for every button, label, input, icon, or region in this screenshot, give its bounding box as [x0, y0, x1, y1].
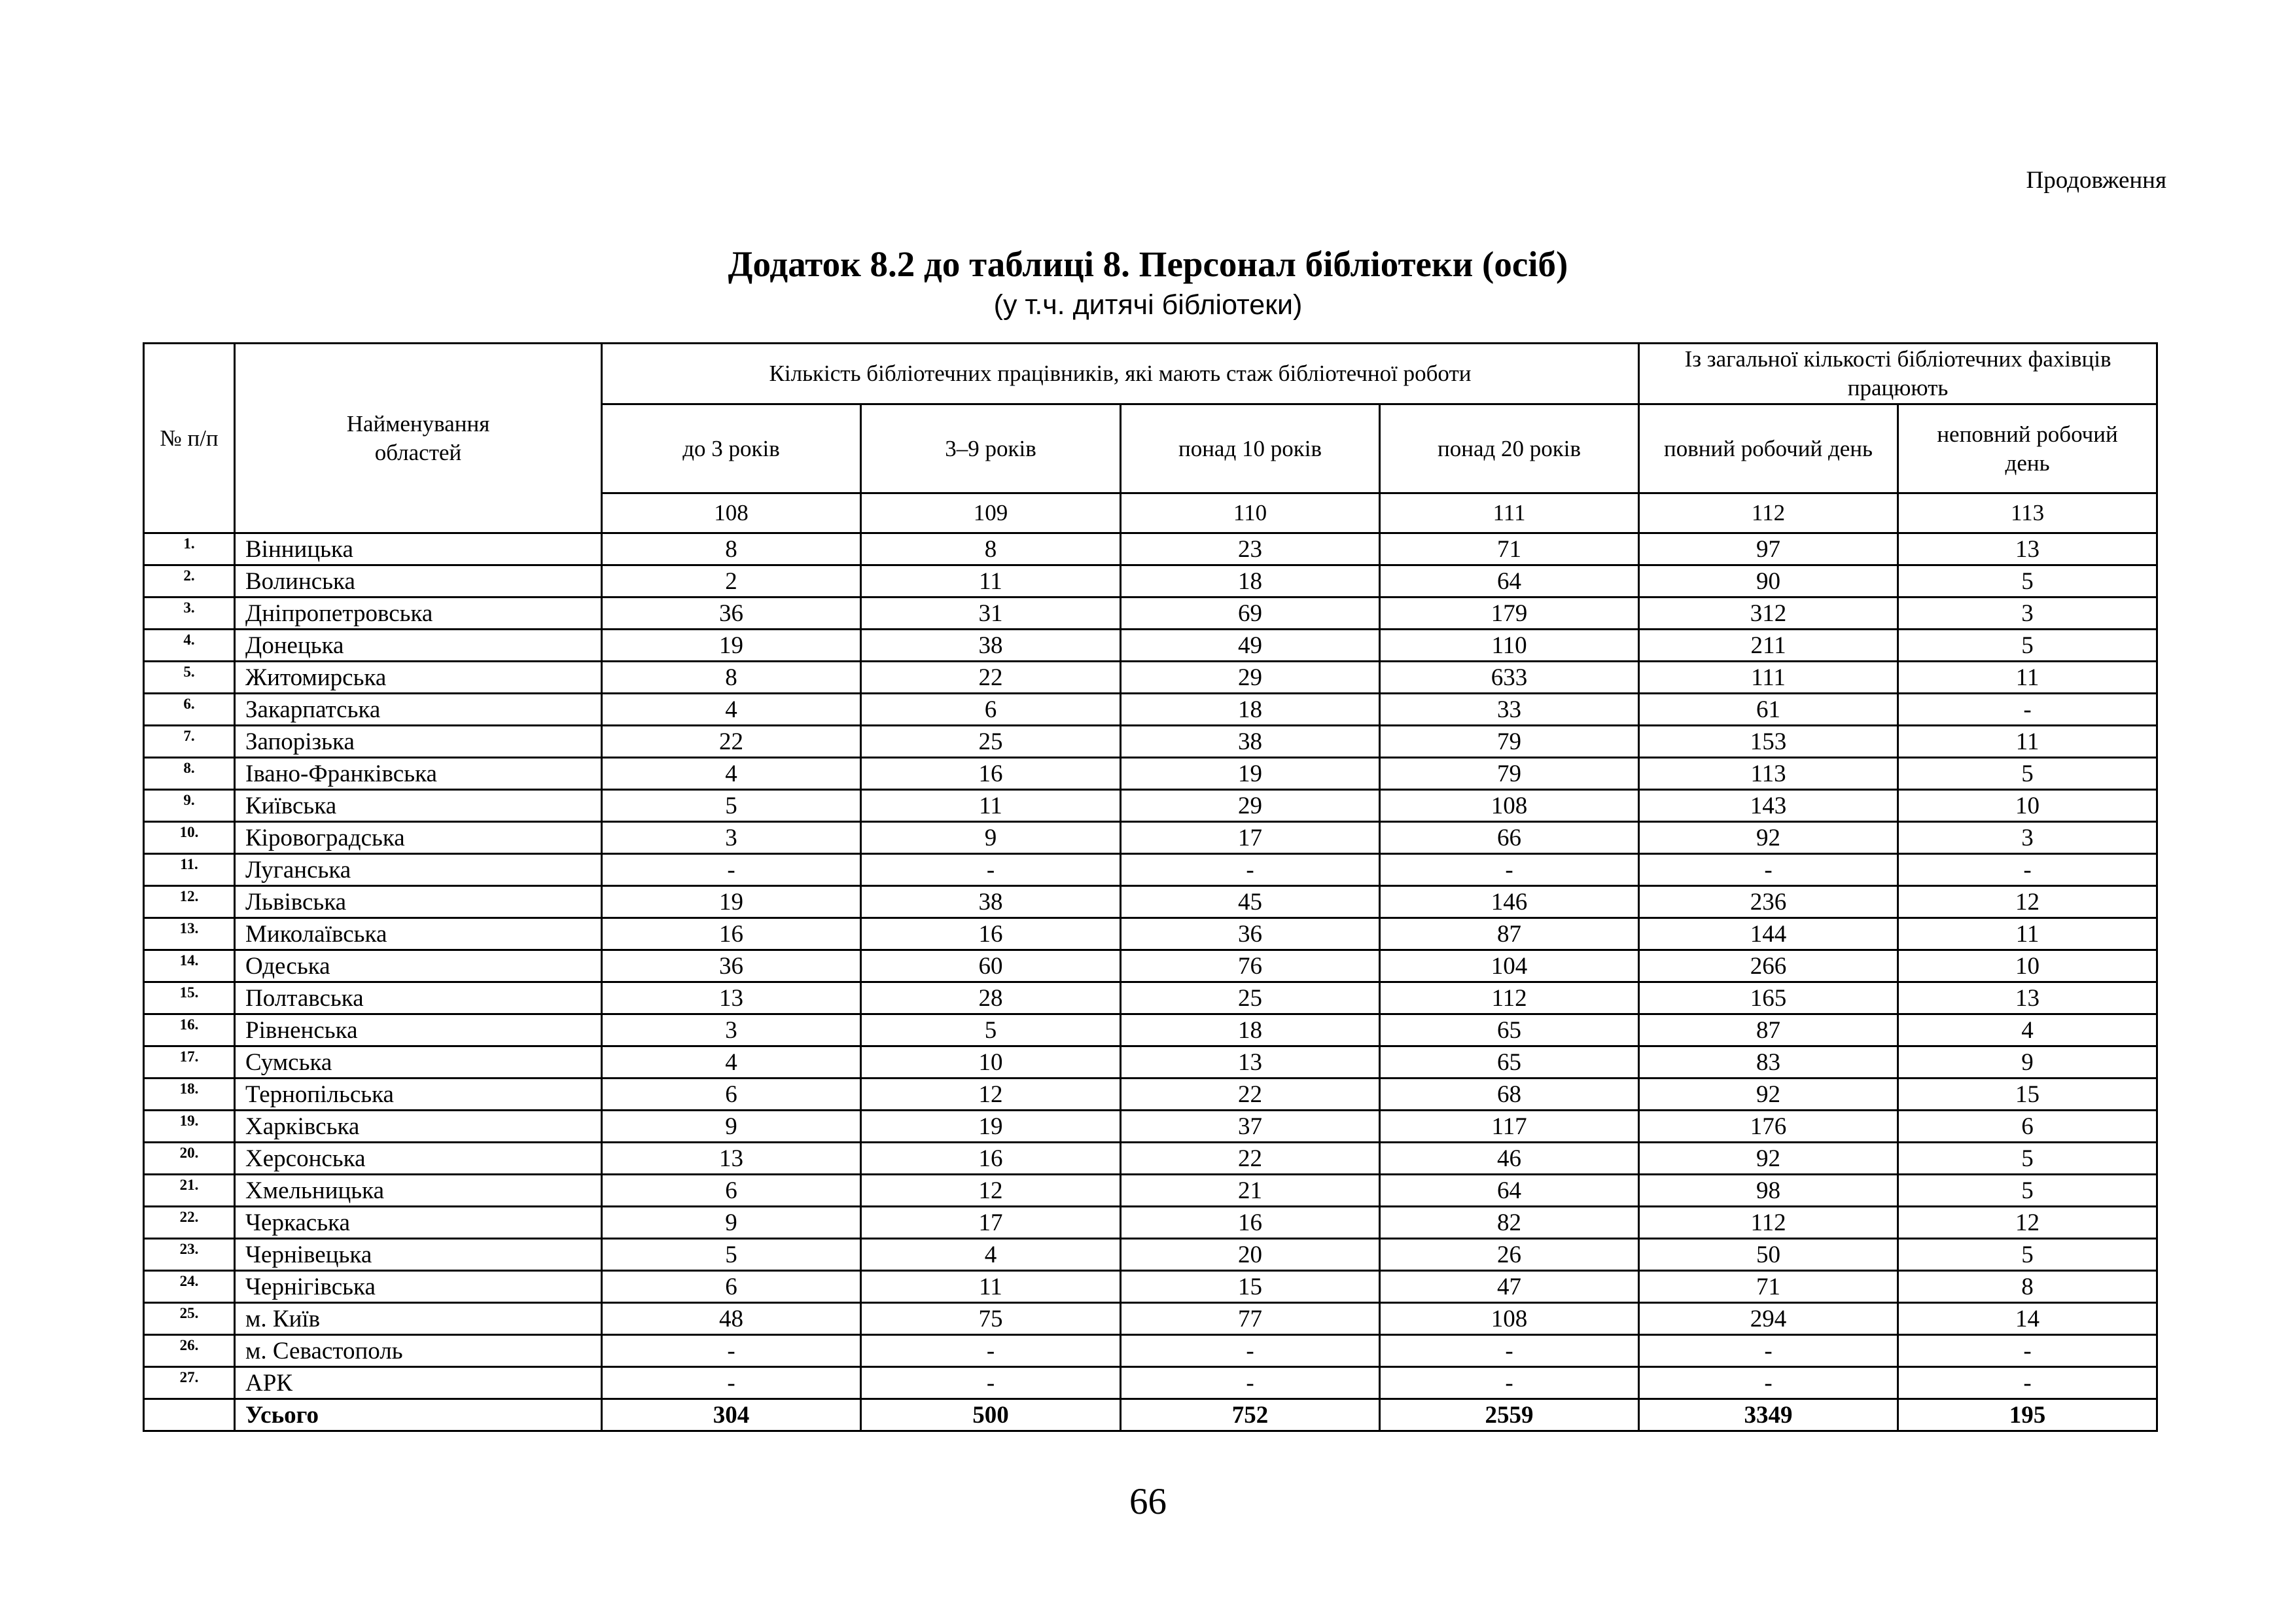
- region-name: Миколаївська: [235, 918, 602, 950]
- table-cell: 8: [861, 533, 1121, 565]
- table-cell: 3: [602, 822, 861, 854]
- table-cell: 19: [602, 630, 861, 662]
- table-cell: 22: [1121, 1143, 1380, 1175]
- table-cell: 65: [1380, 1046, 1639, 1079]
- table-cell: 36: [602, 597, 861, 630]
- table-cell: 13: [602, 1143, 861, 1175]
- region-name: Волинська: [235, 565, 602, 597]
- table-cell: 77: [1121, 1303, 1380, 1335]
- header-code: 108: [602, 493, 861, 533]
- table-cell: 19: [602, 886, 861, 918]
- row-number: 5.: [144, 662, 235, 694]
- table-cell: 13: [1121, 1046, 1380, 1079]
- row-number: 8.: [144, 758, 235, 790]
- table-cell: 25: [861, 726, 1121, 758]
- region-name: АРК: [235, 1367, 602, 1399]
- region-name: Запорізька: [235, 726, 602, 758]
- table-row: [144, 1046, 2157, 1079]
- header-code: 109: [861, 493, 1121, 533]
- table-cell: 47: [1380, 1271, 1639, 1303]
- table-cell: -: [1898, 1367, 2157, 1399]
- table-cell: 104: [1380, 950, 1639, 982]
- table-cell: 87: [1639, 1014, 1898, 1046]
- table-cell: 12: [1898, 1207, 2157, 1239]
- region-name: Донецька: [235, 630, 602, 662]
- table-cell: 11: [861, 1271, 1121, 1303]
- table-cell: 113: [1639, 758, 1898, 790]
- table-cell: -: [861, 1367, 1121, 1399]
- region-name: Харківська: [235, 1111, 602, 1143]
- table-cell: 50: [1639, 1239, 1898, 1271]
- region-name: Вінницька: [235, 533, 602, 565]
- table-cell: -: [1121, 854, 1380, 886]
- table-cell: 16: [861, 918, 1121, 950]
- header-code: 110: [1121, 493, 1380, 533]
- row-number: 2.: [144, 565, 235, 597]
- table-cell: 5: [602, 790, 861, 822]
- row-number: 11.: [144, 854, 235, 886]
- table-cell: 153: [1639, 726, 1898, 758]
- table-cell: -: [602, 1367, 861, 1399]
- table-row: [144, 1239, 2157, 1271]
- table-cell: 312: [1639, 597, 1898, 630]
- table-cell: 165: [1639, 982, 1898, 1014]
- table-cell: 19: [861, 1111, 1121, 1143]
- table-cell: 4: [1898, 1014, 2157, 1046]
- table-cell: 2: [602, 565, 861, 597]
- row-number: 9.: [144, 790, 235, 822]
- row-number: 10.: [144, 822, 235, 854]
- table-cell: 37: [1121, 1111, 1380, 1143]
- table-cell: 144: [1639, 918, 1898, 950]
- table-cell: 71: [1380, 533, 1639, 565]
- table-cell: 92: [1639, 1079, 1898, 1111]
- staff-table: [143, 342, 2158, 1432]
- table-cell: 19: [1121, 758, 1380, 790]
- row-number: 17.: [144, 1046, 235, 1079]
- table-cell: 5: [1898, 630, 2157, 662]
- total-row: [144, 1399, 2157, 1431]
- table-cell: 2559: [1380, 1399, 1639, 1431]
- table-cell: 29: [1121, 790, 1380, 822]
- table-cell: 6: [602, 1271, 861, 1303]
- table-cell: 5: [1898, 1239, 2157, 1271]
- table-cell: 23: [1121, 533, 1380, 565]
- table-cell: 5: [1898, 758, 2157, 790]
- table-row: [144, 1335, 2157, 1367]
- table-cell: 108: [1380, 1303, 1639, 1335]
- table-cell: 9: [1898, 1046, 2157, 1079]
- table-cell: 10: [861, 1046, 1121, 1079]
- region-name: Чернігівська: [235, 1271, 602, 1303]
- table-cell: 4: [602, 1046, 861, 1079]
- table-row: [144, 533, 2157, 565]
- table-row: [144, 1367, 2157, 1399]
- table-cell: 60: [861, 950, 1121, 982]
- header-col: понад 10 років: [1121, 404, 1380, 493]
- region-name: Хмельницька: [235, 1175, 602, 1207]
- table-cell: 5: [1898, 1175, 2157, 1207]
- table-cell: 76: [1121, 950, 1380, 982]
- header-group-experience: Кількість бібліотечних працівників, які мають стаж бібліотечної роботи: [602, 344, 1639, 404]
- table-cell: 38: [1121, 726, 1380, 758]
- table-row: [144, 790, 2157, 822]
- table-cell: 97: [1639, 533, 1898, 565]
- table-cell: 33: [1380, 694, 1639, 726]
- table-cell: 4: [602, 758, 861, 790]
- region-name: Київська: [235, 790, 602, 822]
- table-cell: 15: [1121, 1271, 1380, 1303]
- table-cell: 294: [1639, 1303, 1898, 1335]
- table-cell: -: [861, 1335, 1121, 1367]
- table-cell: -: [1898, 694, 2157, 726]
- table-cell: 18: [1121, 694, 1380, 726]
- table-cell: 12: [861, 1175, 1121, 1207]
- table-cell: 500: [861, 1399, 1121, 1431]
- table-row: [144, 1014, 2157, 1046]
- table-cell: -: [1898, 854, 2157, 886]
- table-cell: 36: [1121, 918, 1380, 950]
- table-cell: 6: [861, 694, 1121, 726]
- table-cell: -: [1380, 1335, 1639, 1367]
- table-cell: 92: [1639, 1143, 1898, 1175]
- region-name: Тернопільська: [235, 1079, 602, 1111]
- table-row: [144, 1303, 2157, 1335]
- row-number: 3.: [144, 597, 235, 630]
- table-cell: 20: [1121, 1239, 1380, 1271]
- table-cell: 4: [602, 694, 861, 726]
- table-row: [144, 630, 2157, 662]
- region-name: Івано-Франківська: [235, 758, 602, 790]
- table-row: [144, 662, 2157, 694]
- table-cell: 9: [602, 1207, 861, 1239]
- table-row: [144, 565, 2157, 597]
- region-name: Херсонська: [235, 1143, 602, 1175]
- table-cell: 304: [602, 1399, 861, 1431]
- table-cell: 5: [1898, 1143, 2157, 1175]
- header-col: понад 20 років: [1380, 404, 1639, 493]
- table-cell: 13: [1898, 982, 2157, 1014]
- table-cell: 87: [1380, 918, 1639, 950]
- table-cell: 11: [861, 565, 1121, 597]
- table-cell: 69: [1121, 597, 1380, 630]
- table-row: [144, 1175, 2157, 1207]
- page-title: Додаток 8.2 до таблиці 8. Персонал бібліотеки (осіб): [728, 244, 1568, 284]
- table-cell: 26: [1380, 1239, 1639, 1271]
- table-cell: 25: [1121, 982, 1380, 1014]
- table-cell: 90: [1639, 565, 1898, 597]
- region-name: Полтавська: [235, 982, 602, 1014]
- table-cell: 68: [1380, 1079, 1639, 1111]
- region-name: Луганська: [235, 854, 602, 886]
- table-cell: -: [1898, 1335, 2157, 1367]
- table-cell: 12: [861, 1079, 1121, 1111]
- row-number: 27.: [144, 1367, 235, 1399]
- table-cell: 16: [861, 1143, 1121, 1175]
- table-cell: 6: [1898, 1111, 2157, 1143]
- region-name: Рівненська: [235, 1014, 602, 1046]
- table-cell: 3: [1898, 597, 2157, 630]
- table-cell: 4: [861, 1239, 1121, 1271]
- row-number: 4.: [144, 630, 235, 662]
- header-group-workday: Із загальної кількості бібліотечних фахівців працюють: [1639, 344, 2157, 404]
- header-code: 111: [1380, 493, 1639, 533]
- table-cell: 65: [1380, 1014, 1639, 1046]
- table-cell: 79: [1380, 758, 1639, 790]
- table-cell: -: [1639, 1335, 1898, 1367]
- table-cell: 83: [1639, 1046, 1898, 1079]
- table-cell: 11: [861, 790, 1121, 822]
- region-name: Кіровоградська: [235, 822, 602, 854]
- row-number: 24.: [144, 1271, 235, 1303]
- region-name: Львівська: [235, 886, 602, 918]
- table-cell: 92: [1639, 822, 1898, 854]
- table-cell: 195: [1898, 1399, 2157, 1431]
- row-number: 21.: [144, 1175, 235, 1207]
- row-number: 12.: [144, 886, 235, 918]
- table-cell: -: [1380, 1367, 1639, 1399]
- table-cell: 17: [1121, 822, 1380, 854]
- table-cell: 143: [1639, 790, 1898, 822]
- table-cell: 61: [1639, 694, 1898, 726]
- table-cell: 236: [1639, 886, 1898, 918]
- table-cell: 12: [1898, 886, 2157, 918]
- table-cell: 11: [1898, 726, 2157, 758]
- table-cell: 16: [861, 758, 1121, 790]
- table-row: [144, 597, 2157, 630]
- table-cell: 179: [1380, 597, 1639, 630]
- table-row: [144, 758, 2157, 790]
- table-row: [144, 1271, 2157, 1303]
- header-code: 113: [1898, 493, 2157, 533]
- table-cell: 22: [861, 662, 1121, 694]
- table-cell: 21: [1121, 1175, 1380, 1207]
- row-number: 13.: [144, 918, 235, 950]
- table-cell: 48: [602, 1303, 861, 1335]
- table-cell: 79: [1380, 726, 1639, 758]
- table-cell: 13: [1898, 533, 2157, 565]
- table-cell: 17: [861, 1207, 1121, 1239]
- table-cell: -: [1380, 854, 1639, 886]
- header-col: до 3 років: [602, 404, 861, 493]
- table-cell: -: [1121, 1335, 1380, 1367]
- table-cell: 38: [861, 630, 1121, 662]
- table-cell: 22: [1121, 1079, 1380, 1111]
- row-number: 19.: [144, 1111, 235, 1143]
- table-cell: -: [861, 854, 1121, 886]
- table-cell: 64: [1380, 1175, 1639, 1207]
- table-cell: 8: [602, 662, 861, 694]
- table-cell: 266: [1639, 950, 1898, 982]
- row-number: 15.: [144, 982, 235, 1014]
- table-cell: 146: [1380, 886, 1639, 918]
- table-cell: 46: [1380, 1143, 1639, 1175]
- row-number: 1.: [144, 533, 235, 565]
- table-cell: 38: [861, 886, 1121, 918]
- region-name: Черкаська: [235, 1207, 602, 1239]
- table-cell: 3: [602, 1014, 861, 1046]
- row-number: 22.: [144, 1207, 235, 1239]
- table-cell: 10: [1898, 950, 2157, 982]
- table-cell: 75: [861, 1303, 1121, 1335]
- row-number: [144, 1399, 235, 1431]
- table-cell: 15: [1898, 1079, 2157, 1111]
- table-row: [144, 1143, 2157, 1175]
- table-row: [144, 950, 2157, 982]
- header-code: 112: [1639, 493, 1898, 533]
- table-cell: -: [1639, 854, 1898, 886]
- header-col: неповний робочий день: [1898, 404, 2157, 493]
- table-cell: 5: [861, 1014, 1121, 1046]
- table-cell: 45: [1121, 886, 1380, 918]
- row-number: 20.: [144, 1143, 235, 1175]
- table-cell: -: [602, 854, 861, 886]
- row-number: 6.: [144, 694, 235, 726]
- row-number: 14.: [144, 950, 235, 982]
- table-cell: 18: [1121, 565, 1380, 597]
- table-cell: -: [602, 1335, 861, 1367]
- table-cell: 10: [1898, 790, 2157, 822]
- table-cell: 18: [1121, 1014, 1380, 1046]
- row-number: 7.: [144, 726, 235, 758]
- table-cell: 6: [602, 1175, 861, 1207]
- region-name: Житомирська: [235, 662, 602, 694]
- table-cell: 82: [1380, 1207, 1639, 1239]
- table-cell: 5: [1898, 565, 2157, 597]
- table-cell: 176: [1639, 1111, 1898, 1143]
- table-cell: 112: [1380, 982, 1639, 1014]
- table-cell: 633: [1380, 662, 1639, 694]
- table-cell: 16: [1121, 1207, 1380, 1239]
- region-name: м. Київ: [235, 1303, 602, 1335]
- table-cell: 111: [1639, 662, 1898, 694]
- table-cell: 31: [861, 597, 1121, 630]
- table-body: [144, 533, 2157, 1431]
- table-cell: 110: [1380, 630, 1639, 662]
- table-row: [144, 1207, 2157, 1239]
- header-col: 3–9 років: [861, 404, 1121, 493]
- row-number: 18.: [144, 1079, 235, 1111]
- table-cell: 211: [1639, 630, 1898, 662]
- table-row: [144, 918, 2157, 950]
- row-number: 25.: [144, 1303, 235, 1335]
- table-cell: 14: [1898, 1303, 2157, 1335]
- region-name: Дніпропетровська: [235, 597, 602, 630]
- table-cell: 5: [602, 1239, 861, 1271]
- page-number: 66: [1129, 1481, 1167, 1522]
- table-row: [144, 1111, 2157, 1143]
- table-cell: 29: [1121, 662, 1380, 694]
- row-number: 23.: [144, 1239, 235, 1271]
- table-cell: 66: [1380, 822, 1639, 854]
- table-cell: 3: [1898, 822, 2157, 854]
- table-cell: 11: [1898, 662, 2157, 694]
- header-col: повний робочий день: [1639, 404, 1898, 493]
- region-name: Сумська: [235, 1046, 602, 1079]
- region-name: Чернівецька: [235, 1239, 602, 1271]
- region-name: м. Севастополь: [235, 1335, 602, 1367]
- row-number: 16.: [144, 1014, 235, 1046]
- table-cell: 11: [1898, 918, 2157, 950]
- table-row: [144, 982, 2157, 1014]
- row-number: 26.: [144, 1335, 235, 1367]
- table-cell: 112: [1639, 1207, 1898, 1239]
- table-row: [144, 694, 2157, 726]
- page-subtitle: (у т.ч. дитячі бібліотеки): [993, 289, 1303, 321]
- header-name: Найменування областей: [235, 344, 602, 533]
- table-cell: 117: [1380, 1111, 1639, 1143]
- table-row: [144, 1079, 2157, 1111]
- table-cell: 16: [602, 918, 861, 950]
- continuation-label: Продовження: [2026, 167, 2166, 194]
- region-name: Одеська: [235, 950, 602, 982]
- table-cell: 108: [1380, 790, 1639, 822]
- table-row: [144, 726, 2157, 758]
- region-name: Усього: [235, 1399, 602, 1431]
- table-cell: 3349: [1639, 1399, 1898, 1431]
- table-row: [144, 822, 2157, 854]
- table-cell: 9: [861, 822, 1121, 854]
- region-name: Закарпатська: [235, 694, 602, 726]
- table-cell: 752: [1121, 1399, 1380, 1431]
- table-cell: 36: [602, 950, 861, 982]
- table-cell: -: [1121, 1367, 1380, 1399]
- table-cell: -: [1639, 1367, 1898, 1399]
- table-cell: 9: [602, 1111, 861, 1143]
- table-cell: 6: [602, 1079, 861, 1111]
- table-cell: 98: [1639, 1175, 1898, 1207]
- table-row: [144, 854, 2157, 886]
- table-cell: 49: [1121, 630, 1380, 662]
- table-cell: 13: [602, 982, 861, 1014]
- table-cell: 64: [1380, 565, 1639, 597]
- table-cell: 28: [861, 982, 1121, 1014]
- table-row: [144, 886, 2157, 918]
- header-num: № п/п: [144, 344, 235, 533]
- table-cell: 71: [1639, 1271, 1898, 1303]
- table-cell: 8: [1898, 1271, 2157, 1303]
- table-header: [144, 344, 2157, 533]
- table-cell: 8: [602, 533, 861, 565]
- table-cell: 22: [602, 726, 861, 758]
